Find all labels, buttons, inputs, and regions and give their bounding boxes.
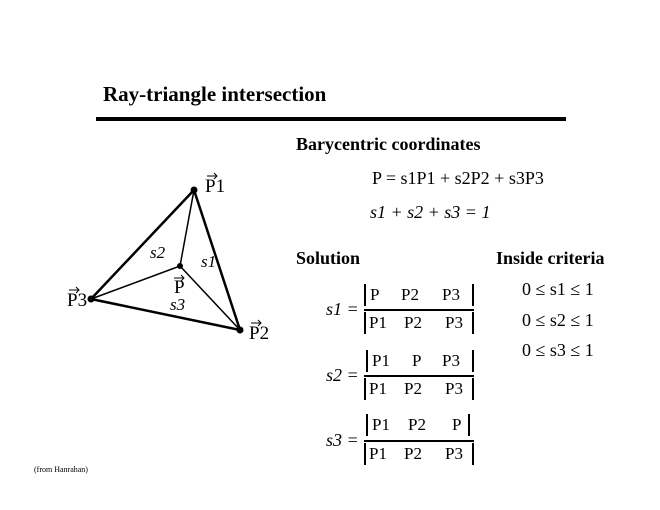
inside-criteria-heading: Inside criteria (496, 248, 605, 268)
point-p-label: P (174, 277, 185, 298)
slide-title: Ray-triangle intersection (103, 82, 327, 106)
solution-heading: Solution (296, 248, 361, 268)
source-credit: (from Hanrahan) (34, 465, 88, 474)
vertex-p3-label: P3 (67, 290, 88, 311)
s3-lhs: s3 = (326, 430, 359, 450)
barycentric-equation-1: P = s1P1 + s2P2 + s3P3 (372, 168, 544, 188)
point-p-dot (177, 263, 183, 269)
vertex-p2-dot (237, 327, 244, 334)
vertex-p1-label: P1 (205, 176, 226, 197)
s3-fraction-bar (364, 440, 474, 442)
s2-fraction-bar (364, 375, 474, 377)
s2-lhs: s2 = (326, 365, 359, 385)
vertex-p3-dot (88, 296, 95, 303)
s3-denominator: P1 P2 P3 (364, 443, 474, 465)
sub-edge-p-p3 (91, 266, 180, 299)
vertex-p2-label: P2 (249, 323, 270, 344)
inside-criterion-s1: 0 ≤ s1 ≤ 1 (522, 279, 594, 299)
inside-criterion-s3: 0 ≤ s3 ≤ 1 (522, 340, 594, 360)
barycentric-equation-2: s1 + s2 + s3 = 1 (370, 202, 491, 222)
area-s1-label: s1 (201, 252, 217, 271)
barycentric-heading: Barycentric coordinates (296, 134, 481, 154)
area-s2-label: s2 (150, 243, 166, 262)
s2-numerator: P1 P P3 (366, 350, 474, 372)
s1-numerator: P P2 P3 (364, 284, 474, 306)
s3-numerator: P1 P2 P (366, 414, 470, 436)
s1-fraction-bar (364, 309, 474, 311)
edge-p3-p2 (91, 299, 240, 330)
s1-lhs: s1 = (326, 299, 359, 319)
area-s3-label: s3 (170, 295, 186, 314)
inside-criterion-s2: 0 ≤ s2 ≤ 1 (522, 310, 594, 330)
vertex-p1-dot (191, 187, 198, 194)
s2-denominator: P1 P2 P3 (364, 378, 474, 400)
s1-denominator: P1 P2 P3 (364, 312, 474, 334)
